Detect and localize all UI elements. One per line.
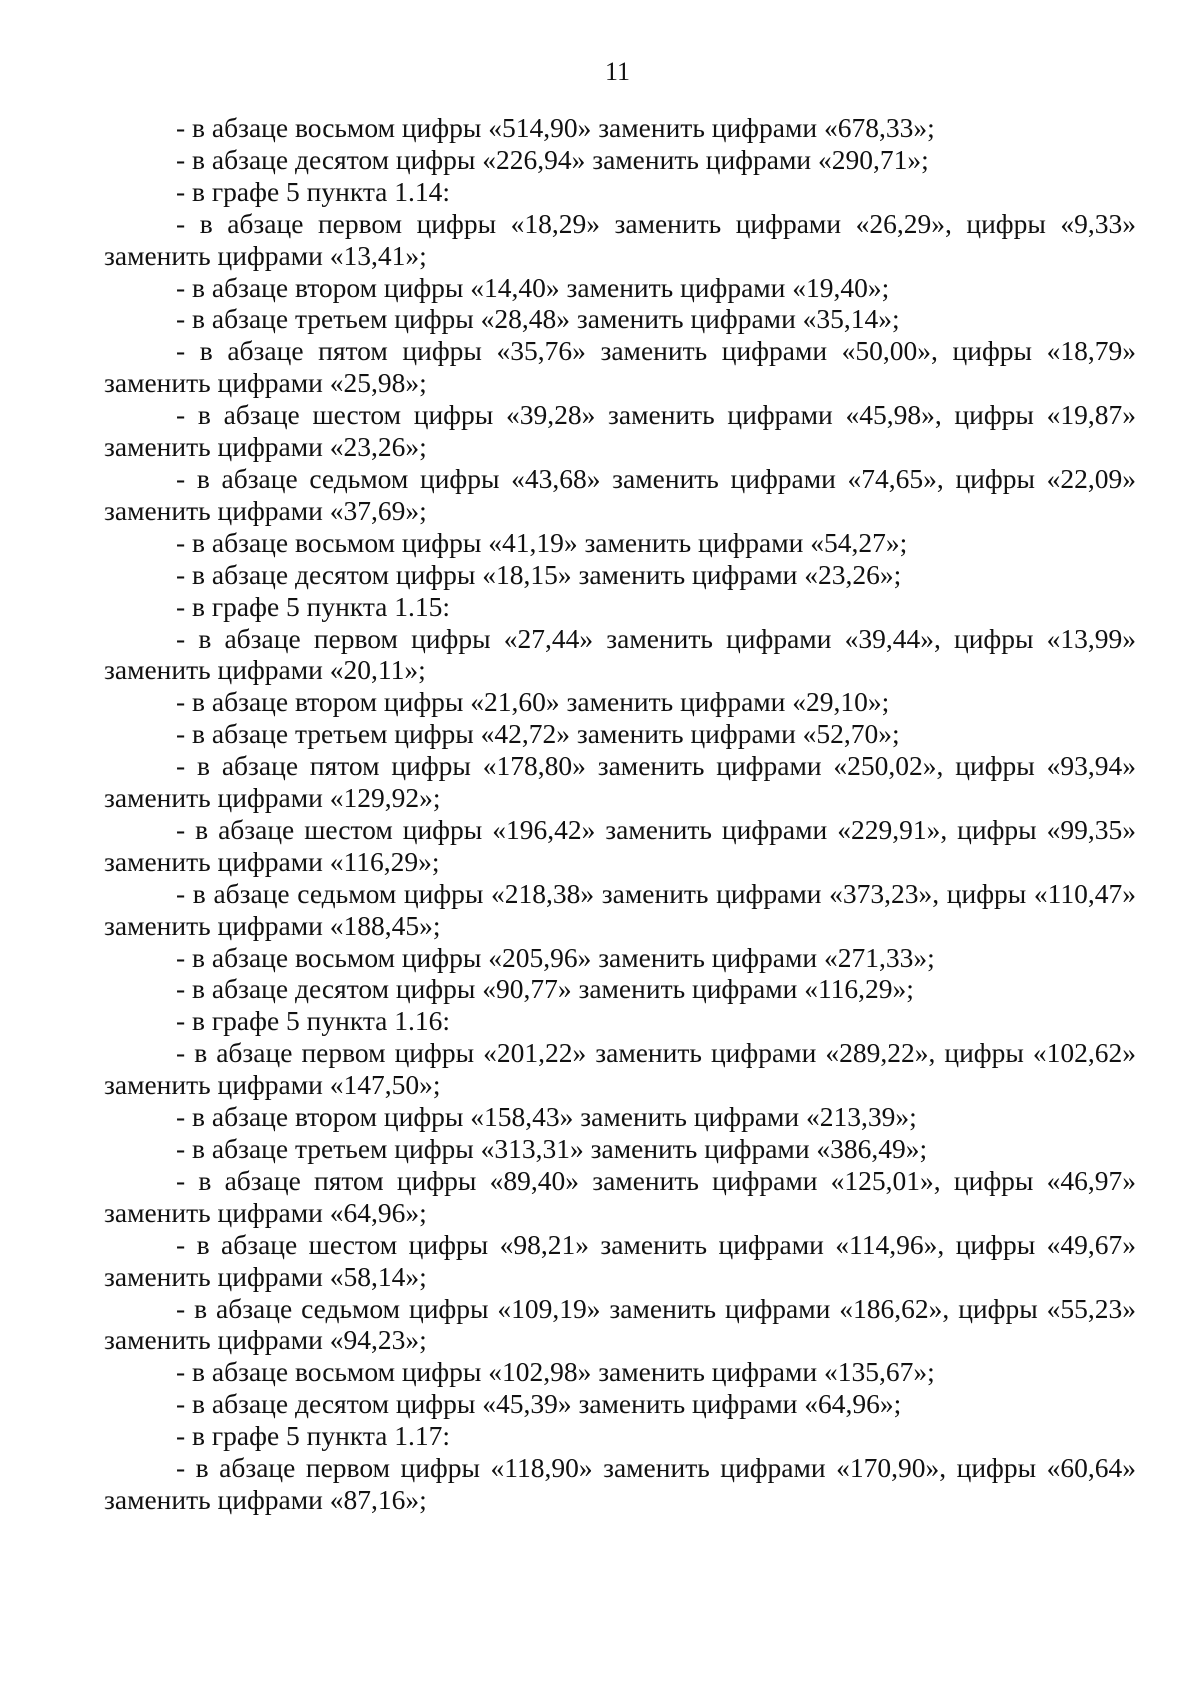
- paragraph: - в абзаце седьмом цифры «43,68» заменить цифрами «74,65», цифры «22,09» заменить цифрами «37,69»;: [104, 462, 1136, 526]
- paragraph: - в абзаце втором цифры «158,43» заменить цифрами «213,39»;: [176, 1101, 917, 1133]
- paragraph: - в абзаце пятом цифры «35,76» заменить цифрами «50,00», цифры «18,79» заменить цифрами «25,98»;: [104, 335, 1136, 399]
- paragraph: - в абзаце шестом цифры «98,21» заменить цифрами «114,96», цифры «49,67» заменить цифрами «58,14»;: [104, 1228, 1136, 1292]
- paragraph: - в абзаце первом цифры «201,22» заменить цифрами «289,22», цифры «102,62» заменить цифрами «147,50»;: [104, 1037, 1136, 1101]
- paragraph: - в абзаце первом цифры «18,29» заменить цифрами «26,29», цифры «9,33» заменить цифрами «13,41»;: [104, 207, 1136, 271]
- paragraph: - в абзаце первом цифры «118,90» заменить цифрами «170,90», цифры «60,64» заменить цифрами «87,16»;: [104, 1452, 1136, 1515]
- document-body: [104, 112, 1136, 1516]
- paragraph: - в абзаце втором цифры «21,60» заменить цифрами «29,10»;: [176, 686, 890, 718]
- paragraph: - в абзаце седьмом цифры «109,19» заменить цифрами «186,62», цифры «55,23» заменить цифрами «94,23»;: [104, 1292, 1136, 1356]
- paragraph: - в абзаце восьмом цифры «514,90» заменить цифрами «678,33»;: [176, 112, 935, 143]
- paragraph: - в абзаце восьмом цифры «205,96» заменить цифрами «271,33»;: [176, 941, 935, 973]
- paragraph: - в абзаце третьем цифры «313,31» заменить цифрами «386,49»;: [176, 1133, 928, 1164]
- paragraph: - в графе 5 пункта 1.17:: [176, 1420, 451, 1452]
- paragraph: - в графе 5 пункта 1.15:: [176, 590, 451, 622]
- paragraph: - в абзаце первом цифры «27,44» заменить цифрами «39,44», цифры «13,99» заменить цифрами «20,11»;: [104, 622, 1136, 686]
- paragraph: - в графе 5 пункта 1.16:: [176, 1005, 451, 1037]
- paragraph: - в абзаце десятом цифры «45,39» заменить цифрами «64,96»;: [176, 1388, 902, 1420]
- paragraph: - в абзаце третьем цифры «28,48» заменить цифрами «35,14»;: [176, 303, 900, 335]
- paragraph: - в абзаце десятом цифры «226,94» заменить цифрами «290,71»;: [176, 143, 929, 175]
- paragraph: - в абзаце пятом цифры «89,40» заменить цифрами «125,01», цифры «46,97» заменить цифрами «64,96»;: [104, 1164, 1136, 1228]
- paragraph: - в абзаце шестом цифры «39,28» заменить цифрами «45,98», цифры «19,87» заменить цифрами «23,26»;: [104, 399, 1136, 463]
- paragraph: - в абзаце восьмом цифры «41,19» заменить цифрами «54,27»;: [176, 526, 908, 558]
- paragraph: - в абзаце пятом цифры «178,80» заменить цифрами «250,02», цифры «93,94» заменить цифрами «129,92»;: [104, 750, 1136, 814]
- paragraph: - в абзаце седьмом цифры «218,38» заменить цифрами «373,23», цифры «110,47» заменить цифрами «188,45»;: [104, 877, 1136, 941]
- paragraph: - в абзаце втором цифры «14,40» заменить цифрами «19,40»;: [176, 271, 890, 303]
- paragraph: - в абзаце десятом цифры «90,77» заменить цифрами «116,29»;: [176, 973, 914, 1005]
- paragraph: - в абзаце восьмом цифры «102,98» заменить цифрами «135,67»;: [176, 1356, 935, 1388]
- paragraph: - в графе 5 пункта 1.14:: [176, 175, 451, 207]
- paragraph: - в абзаце шестом цифры «196,42» заменить цифрами «229,91», цифры «99,35» заменить цифрами «116,29»;: [104, 813, 1136, 877]
- page-number: 11: [604, 57, 631, 86]
- paragraph: - в абзаце третьем цифры «42,72» заменить цифрами «52,70»;: [176, 718, 900, 750]
- paragraph: - в абзаце десятом цифры «18,15» заменить цифрами «23,26»;: [176, 558, 902, 590]
